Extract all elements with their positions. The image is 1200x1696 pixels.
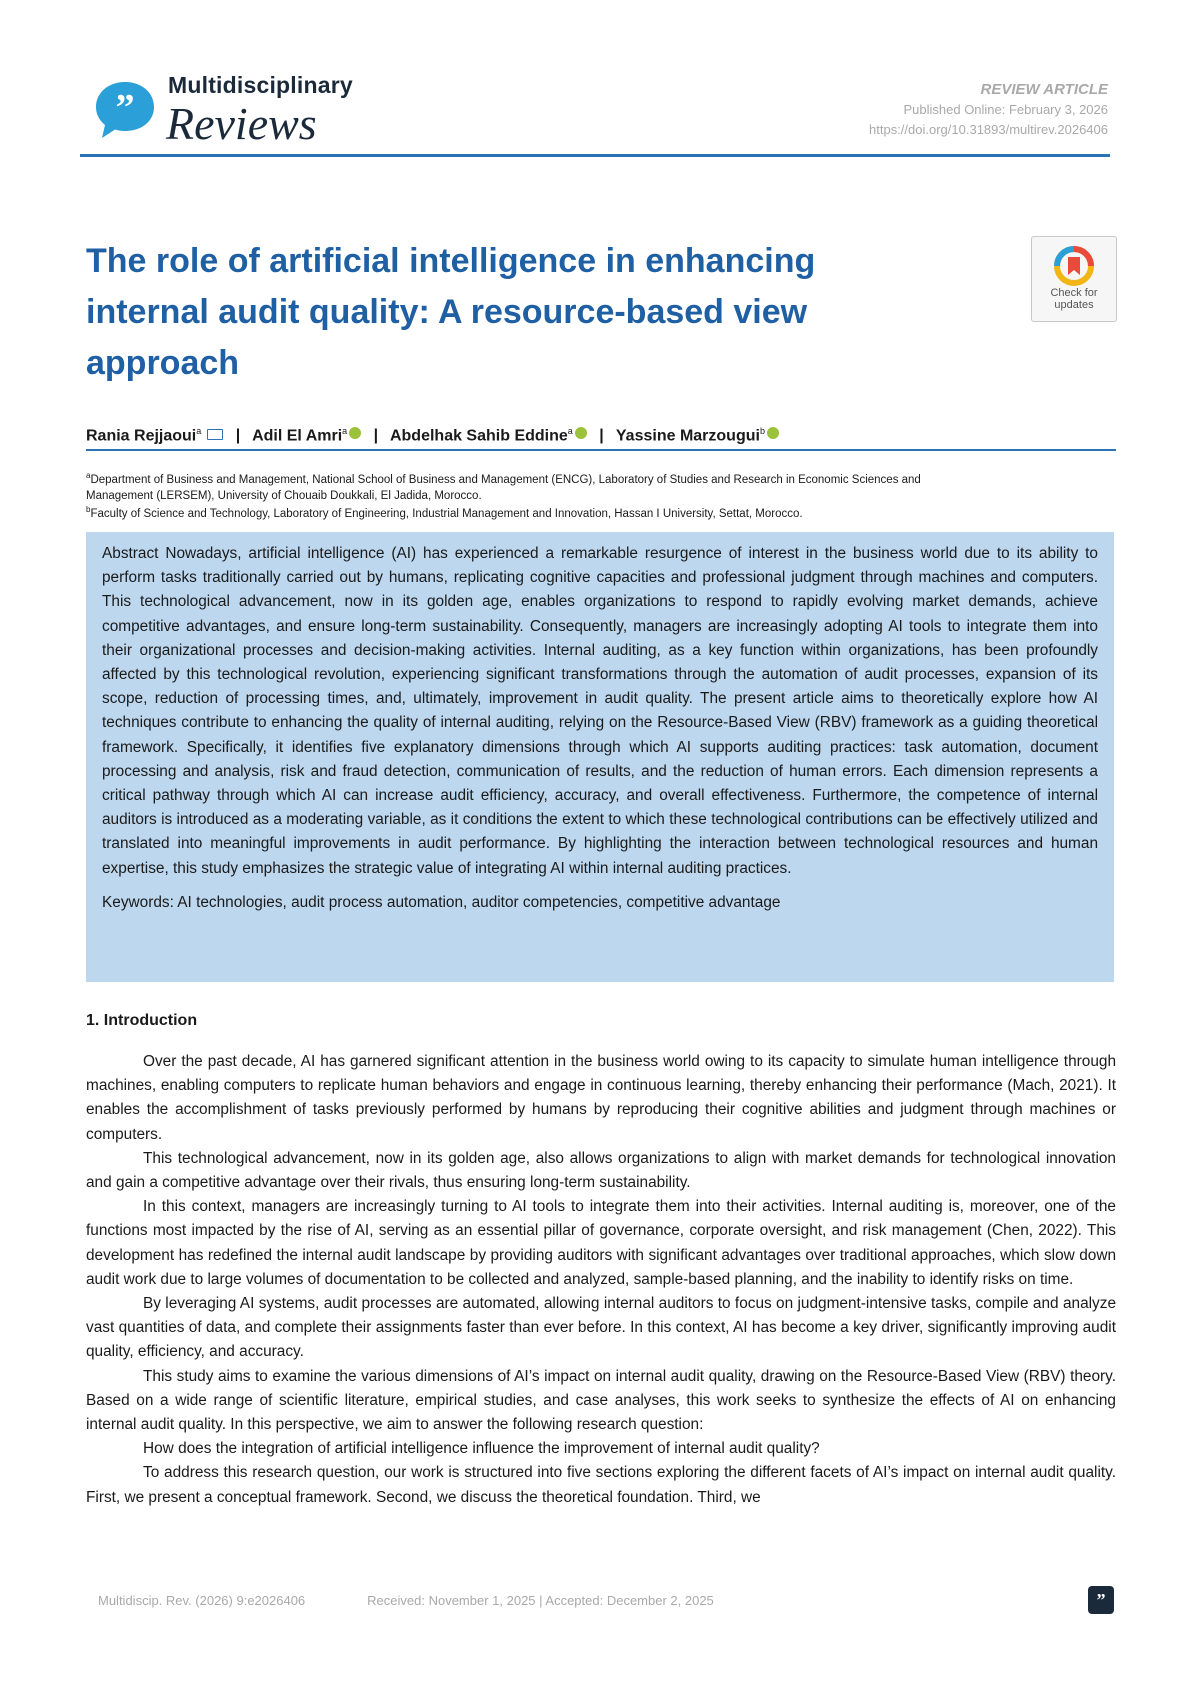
affiliation-a: $^a$Department of Business and Management, National School of Business and Management (ENCG), Laboratory of Studies and Research in Economic Sciences and Management (LERSEM), University of Chouaib Doukkali, El Jadida, Morocco.: [86, 471, 921, 502]
section-heading: 1. Introduction: [86, 1012, 198, 1029]
doi-link[interactable]: https://doi.org/10.31893/multirev.2026406: [869, 122, 1108, 137]
article-type: REVIEW ARTICLE: [980, 81, 1108, 98]
quote-icon: ”: [1088, 1586, 1114, 1614]
abstract-text: Abstract Nowadays, artificial intelligence (AI) has experienced a remarkable resurgence of interest in the business world due to its ability to perform tasks traditionally carried out by humans, replicating cognitive capacities and professional judgment through machines and computers. This technological advancement, now in its golden age, enables organizations to respond to rapidly evolving market demands, achieve competitive advantages, and ensure long-term sustainability. Consequently, managers are increasingly adopting AI tools to integrate them into their organizational processes and decision-making activities. Internal auditing, as a key function within organizations, has been profoundly affected by this technological revolution, experiencing significant transformations through the automation of audit processes, expansion of its scope, reduction of processing times, and, ultimately, improvement in audit quality. The present article aims to theoretically explore how AI techniques contribute to enhancing the quality of internal auditing, relying on the Resource-Based View (RBV) framework as a guiding theoretical framework. Specifically, it identifies five explanatory dimensions through which AI supports auditing practices: task automation, document processing and analysis, risk and fraud detection, communication of results, and the reduction of human errors. Each dimension represents a critical pathway through which AI can increase audit efficiency, accuracy, and overall effectiveness. Furthermore, the competence of internal auditors is introduced as a moderating variable, as it conditions the extent to which these technological contributions can be effectively utilized and translated into meaningful improvements in audit performance. By highlighting the interaction between technological resources and human expertise, this study emphasizes the strategic value of integrating AI within internal auditing practices.: [102, 545, 1098, 877]
author-name[interactable]: Abdelhak Sahib Eddine: [389, 427, 568, 445]
keywords: Keywords: AI technologies, audit process automation, auditor competencies, competitive advantage: [102, 893, 781, 911]
article-title: The role of artificial intelligence in enhancing internal audit quality: A resource-based view approach: [86, 242, 816, 382]
authors-divider: [86, 449, 1116, 451]
author-separator: |: [599, 427, 604, 445]
check-for-updates-button[interactable]: [1031, 236, 1117, 322]
orcid-icon[interactable]: [349, 427, 361, 439]
section-body: [86, 1050, 1116, 1510]
footer-dates: Received: November 1, 2025 | Accepted: December 2, 2025: [367, 1593, 714, 1608]
footer-citation: Multidiscip. Rev. (2026) 9:e2026406: [98, 1593, 306, 1608]
paragraph: Over the past decade, AI has garnered significant attention in the business world owing to its capacity to simulate human intelligence through machines, enabling computers to replicate human behaviors and engage in continuous learning, thereby enhancing their performance (Mach, 2021). It enables the accomplishment of tasks previously performed by humans by reproducing their cognitive abilities and judgment through machines or computers.: [86, 1053, 1116, 1143]
paragraph: This study aims to examine the various dimensions of AI’s impact on internal audit quality, drawing on the Resource-Based View (RBV) theory. Based on a wide range of scientific literature, empirical studies, and case analyses, this work seeks to synthesize the effects of AI on enhancing internal audit quality. In this perspective, we aim to answer the following research question:: [86, 1367, 1116, 1434]
affiliation-b: $^b$Faculty of Science and Technology, Laboratory of Engineering, Industrial Management and Innovation, Hassan I University, Settat, Morocco.: [86, 505, 803, 520]
orcid-icon[interactable]: [575, 427, 587, 439]
paragraph: By leveraging AI systems, audit processes are automated, allowing internal auditors to focus on judgment-intensive tasks, compile and analyze vast quantities of data, and complete their assignments faster than ever before. In this context, AI has become a key driver, significantly improving audit quality, efficiency, and accuracy.: [86, 1295, 1116, 1361]
email-icon[interactable]: [207, 429, 223, 440]
paragraph: In this context, managers are increasingly turning to AI tools to integrate them into their activities. Internal auditing is, moreover, one of the functions most impacted by the rise of AI, serving as an essential pillar of governance, corporate oversight, and risk management (Chen, 2022). This development has redefined the internal audit landscape by providing auditors with significant advantages over traditional approaches, which slow down audit work due to large volumes of documentation to be collected and analyzed, sample-based planning, and the inability to identify risks on time.: [86, 1198, 1116, 1288]
page-footer: [98, 1593, 714, 1608]
header-divider: [80, 154, 1110, 157]
journal-logo: [94, 72, 364, 147]
author-name[interactable]: Adil El Amri: [252, 427, 343, 445]
quote-bubble-icon: [94, 80, 156, 140]
journal-name-bottom: Reviews: [166, 98, 317, 149]
svg-text:”: ”: [115, 87, 135, 129]
published-date: Published Online: February 3, 2026: [903, 102, 1108, 117]
author-separator: |: [373, 427, 379, 445]
author-name[interactable]: Yassine Marzougui: [615, 427, 760, 445]
orcid-icon[interactable]: [767, 427, 779, 439]
research-question: How does the integration of artificial intelligence influence the improvement of internal audit quality?: [143, 1440, 820, 1458]
author-name[interactable]: Rania Rejjaoui: [86, 427, 197, 445]
paragraph: This technological advancement, now in its golden age, also allows organizations to align with market demands for technological innovation and gain a competitive advantage over their rivals, thus ensuring long-term sustainability.: [86, 1149, 1116, 1192]
author-separator: |: [235, 427, 241, 445]
check-for-updates-label: Check for updates: [1050, 287, 1098, 311]
paragraph: To address this research question, our work is structured into five sections exploring the different facets of AI’s impact on internal audit quality. First, we present a conceptual framework. Second, we discuss the theoretical foundation. Third, we: [86, 1464, 1116, 1506]
abstract-box: [86, 532, 1114, 982]
journal-name-top: Multidisciplinary: [168, 72, 353, 98]
article-header-meta: [869, 80, 1108, 140]
author-list: Rania Rejjaoui$^a$ | Adil El Amri$^a$ | Abdelhak Sahib Eddine$^a$ | Yassine Marzougui$^b$: [86, 426, 1116, 445]
check-for-updates-icon: [1053, 245, 1095, 287]
